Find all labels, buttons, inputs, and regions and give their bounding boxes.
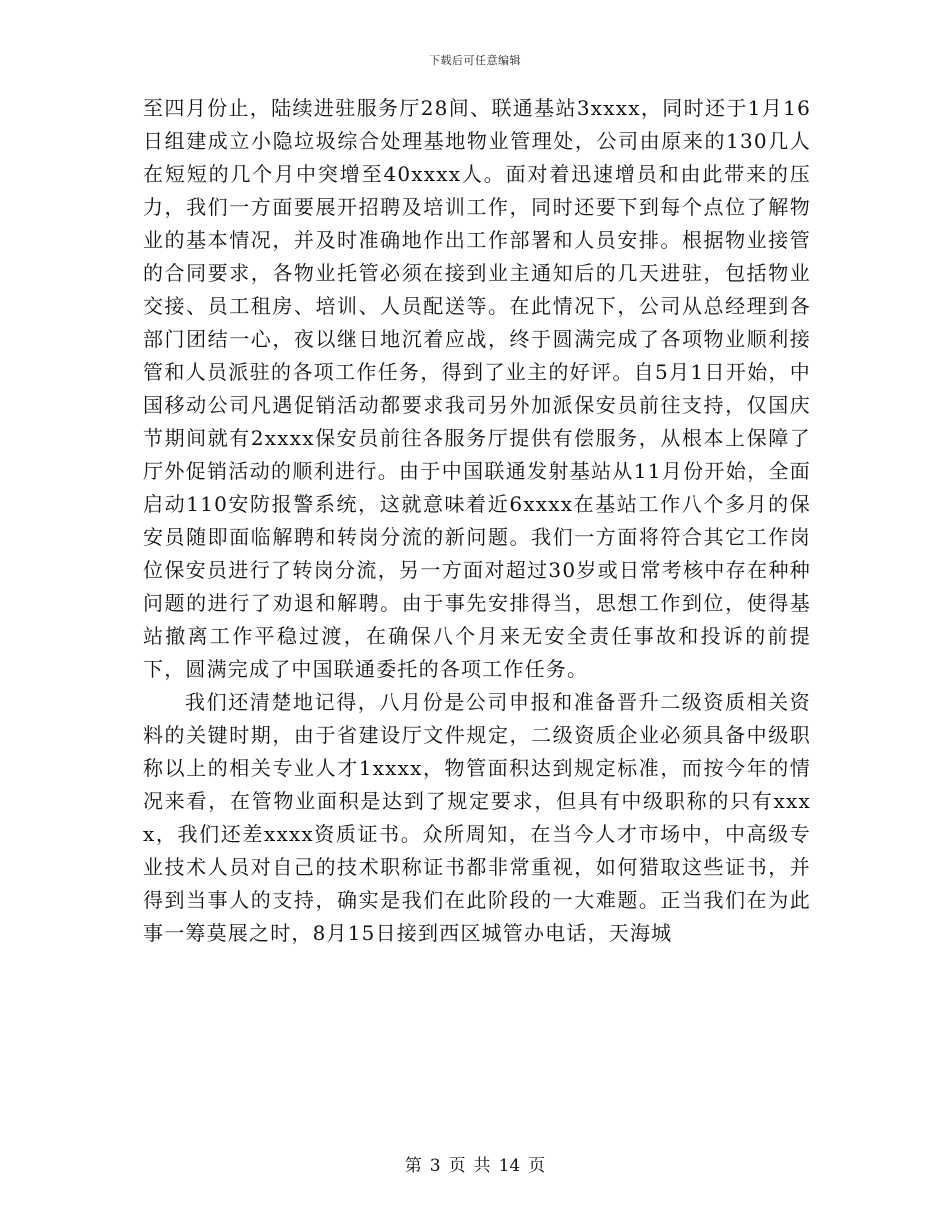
page-header: 下载后可任意编辑	[429, 54, 521, 67]
page-number: 3	[429, 1156, 441, 1176]
paragraph-2: 我们还清楚地记得，八月份是公司申报和准备晋升二级资质相关资料的关键时期，由于省建设厅文件规定，二级资质企业必须具备中级职称以上的相关专业人才1xxxx，物管面积达到规定标准，而按今年的情况来看，在管物业面积是达到了规定要求，但具有中级职称的只有xxxx，我们还差xxxx资质证书。众所周知，在当今人才市场中，中高级专业技术人员对自己的技术职称证书都非常重视，如何猎取这些证书，并得到当事人的支持，确实是我们在此阶段的一大难题。正当我们在为此事一筹莫展之时，8月15日接到西区城管办电话，天海城	[143, 690, 811, 945]
paragraph-1: 至四月份止，陆续进驻服务厅28间、联通基站3xxxx，同时还于1月16日组建成立小隐垃圾综合处理基地物业管理处，公司由原来的130几人在短短的几个月中突增至40xxxx人。面对着迅速增员和由此带来的压力，我们一方面要展开招聘及培训工作，同时还要下到每个点位了解物业的基本情况，并及时准确地作出工作部署和人员安排。根据物业接管的合同要求，各物业托管必须在接到业主通知后的几天进驻，包括物业交接、员工租房、培训、人员配送等。在此情况下，公司从总经理到各部门团结一心，夜以继日地沉着应战，终于圆满完成了各项物业顺利接管和人员派驻的各项工作任务，得到了业主的好评。自5月1日开始，中国移动公司凡遇促销活动都要求我司另外加派保安员前往支持，仅国庆节期间就有2xxxx保安员前往各服务厅提供有偿服务，从根本上保障了厅外促销活动的顺利进行。由于中国联通发射基站从11月份开始，全面启动110安防报警系统，这就意味着近6xxxx在基站工作八个多月的保安员随即面临解聘和转岗分流的新问题。我们一方面将符合其它工作岗位保安员进行了转岗分流，另一方面对超过30岁或日常考核中存在种种问题的进行了劝退和解聘。由于事先安排得当，思想工作到位，使得基站撤离工作平稳过渡，在确保八个月来无安全责任事故和投诉的前提下，圆满完成了中国联通委托的各项工作任务。	[143, 96, 811, 681]
page-footer	[0, 1155, 950, 1177]
footer-total-prefix: 共	[473, 1156, 491, 1176]
footer-prefix: 第	[404, 1156, 422, 1176]
total-pages: 14	[498, 1156, 521, 1176]
document-body	[143, 92, 811, 950]
footer-total-unit: 页	[528, 1156, 546, 1176]
footer-page-unit: 页	[448, 1156, 466, 1176]
